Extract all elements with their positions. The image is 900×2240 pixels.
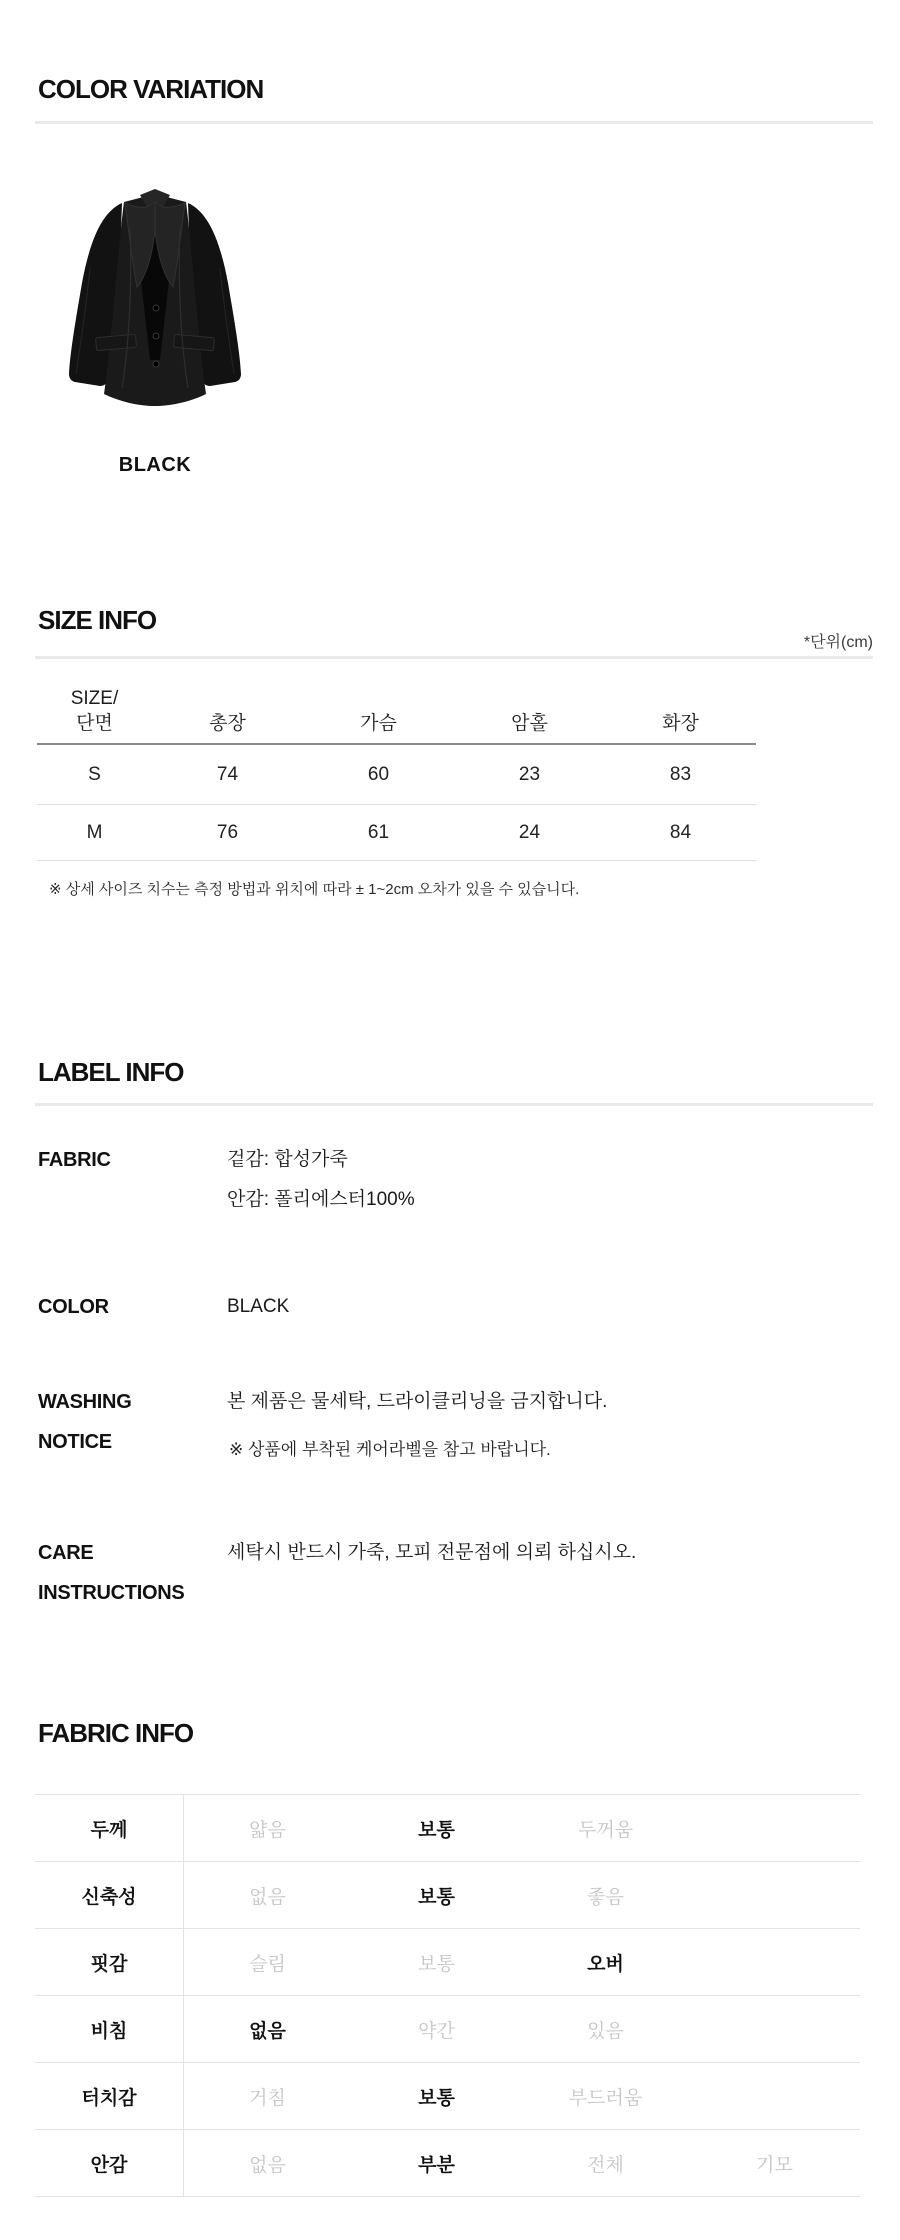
label-info-value	[227, 1140, 867, 1220]
jacket-button	[153, 361, 159, 367]
label-info-label	[38, 1382, 223, 1462]
fabric-option: 전체	[587, 2154, 624, 2176]
fabric-option: 없음	[249, 2020, 286, 2042]
size-header-col: 화장	[662, 713, 699, 734]
fabric-row	[35, 1795, 860, 1862]
fabric-option: 좋음	[587, 1886, 624, 1908]
size-unit-note: *단위(cm)	[803, 634, 873, 651]
size-cell-size: M	[86, 821, 103, 843]
fabric-option: 거침	[249, 2087, 286, 2109]
jacket-button	[153, 333, 159, 339]
fabric-row	[35, 1862, 860, 1929]
fabric-row-label: 터치감	[81, 2087, 137, 2109]
size-header-col: 암홀	[511, 713, 548, 734]
label-info-value-line: 안감: 폴리에스터100%	[227, 1189, 415, 1210]
size-header-col-size	[37, 686, 152, 743]
label-info-value	[227, 1382, 867, 1461]
section-title-fabric-info: FABRIC INFO	[38, 1718, 194, 1748]
label-info-label-line: WASHING	[38, 1391, 132, 1413]
fabric-row-label: 두께	[90, 1819, 128, 1841]
size-header-line: SIZE/	[70, 688, 119, 709]
fabric-row	[35, 1996, 860, 2063]
size-table-row	[37, 745, 756, 805]
label-info-value-line: BLACK	[227, 1296, 290, 1317]
size-cell-value: 24	[518, 821, 541, 843]
fabric-row	[35, 2130, 860, 2197]
fabric-option: 없음	[249, 2154, 286, 2176]
label-info-value-line: 겉감: 합성가죽	[227, 1149, 348, 1170]
size-cell-value: 76	[216, 821, 239, 843]
fabric-option: 보통	[418, 2087, 455, 2109]
fabric-option: 기모	[756, 2154, 793, 2176]
size-footnote: ※ 상세 사이즈 치수는 측정 방법과 위치에 따라 ± 1~2cm 오차가 있을 수 있습니다.	[49, 881, 580, 898]
jacket-button	[153, 305, 159, 311]
product-image-black-jacket	[60, 188, 250, 408]
size-header-col: 총장	[209, 713, 246, 734]
label-info-label-line: FABRIC	[38, 1149, 111, 1171]
fabric-option: 없음	[249, 1886, 286, 1908]
label-info-label	[38, 1287, 223, 1327]
fabric-option: 오버	[587, 1953, 624, 1975]
label-info-label	[38, 1140, 223, 1180]
black-jacket-illustration	[60, 188, 250, 408]
label-info-label-line: CARE	[38, 1542, 94, 1564]
color-swatch-label: BLACK	[118, 454, 192, 476]
label-info-value-line: 본 제품은 물세탁, 드라이클리닝을 금지합니다.	[227, 1391, 608, 1412]
fabric-option: 보통	[418, 1819, 455, 1841]
size-cell-value: 23	[518, 763, 541, 785]
jacket-left-pocket	[96, 334, 137, 350]
fabric-option: 부분	[418, 2154, 455, 2176]
fabric-option: 약간	[418, 2020, 455, 2042]
section-title-color-variation: COLOR VARIATION	[38, 74, 264, 104]
size-cell-value: 74	[216, 763, 239, 785]
section-title-label-info: LABEL INFO	[38, 1057, 184, 1087]
fabric-option: 부드러움	[568, 2087, 643, 2109]
section-divider	[35, 1103, 873, 1106]
fabric-row-label: 안감	[90, 2154, 128, 2176]
size-table-body	[37, 745, 756, 861]
size-table	[37, 686, 756, 861]
section-divider	[35, 656, 873, 659]
fabric-table-rows	[35, 1795, 860, 2197]
label-info-label-line: INSTRUCTIONS	[38, 1582, 185, 1604]
size-cell-value: 61	[367, 821, 390, 843]
label-info-value	[227, 1287, 867, 1327]
size-cell-value: 83	[669, 763, 692, 785]
fabric-row	[35, 2063, 860, 2130]
label-info-label	[38, 1533, 223, 1613]
fabric-row-label: 비침	[90, 2020, 128, 2042]
size-cell-value: 84	[669, 821, 692, 843]
size-table-header	[37, 686, 756, 745]
size-header-line: 단면	[76, 713, 113, 734]
fabric-option: 얇음	[249, 1819, 286, 1841]
fabric-row-label: 신축성	[81, 1886, 137, 1908]
fabric-row-label: 핏감	[90, 1953, 128, 1975]
jacket-right-pocket	[173, 334, 214, 350]
fabric-option: 두꺼움	[577, 1819, 634, 1841]
fabric-info-table	[35, 1794, 860, 2197]
label-info-label-line: NOTICE	[38, 1431, 112, 1453]
label-info-value-line: 세탁시 반드시 가죽, 모피 전문점에 의뢰 하십시오.	[227, 1542, 637, 1563]
size-cell-size: S	[88, 763, 101, 785]
fabric-option: 보통	[418, 1886, 455, 1908]
size-header-col: 가슴	[360, 713, 397, 734]
section-title-size-info: SIZE INFO	[38, 605, 157, 635]
fabric-option: 있음	[587, 2020, 624, 2042]
fabric-option: 보통	[418, 1953, 455, 1975]
label-info-subnote: ※ 상품에 부착된 케어라벨을 참고 바랍니다.	[229, 1440, 551, 1459]
label-info-value	[227, 1533, 867, 1573]
size-table-row	[37, 805, 756, 861]
fabric-option: 슬림	[249, 1953, 286, 1975]
fabric-row	[35, 1929, 860, 1996]
label-info-label-line: COLOR	[38, 1296, 109, 1318]
section-divider	[35, 121, 873, 124]
fabric-table-vertical-divider	[183, 1795, 184, 2197]
size-cell-value: 60	[367, 763, 390, 785]
